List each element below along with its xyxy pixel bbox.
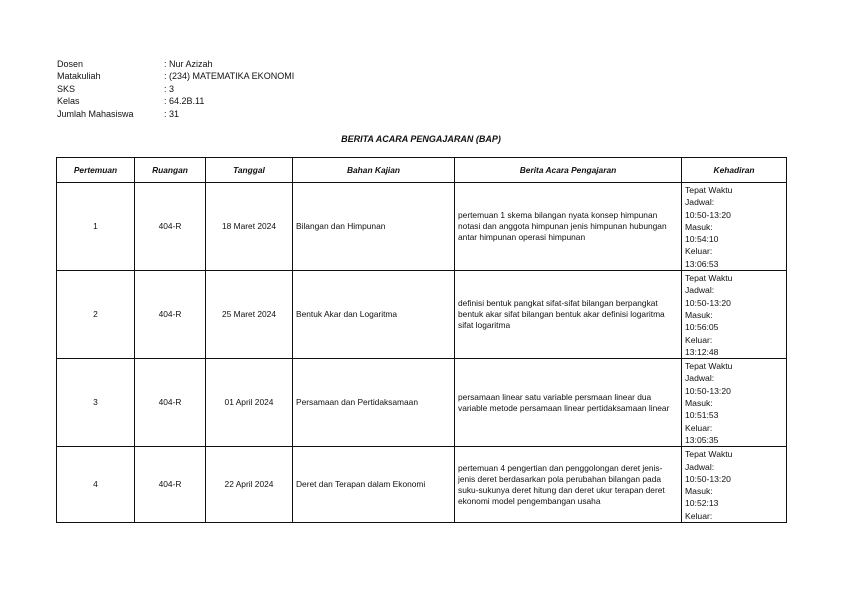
meta-label: Kelas [57,96,80,107]
attendance-schedule: 10:50-13:20 [685,385,731,396]
meta-label: Matakuliah [57,71,101,82]
cell-kehadiran [682,183,787,271]
attendance-in-label: Masuk: [685,221,713,232]
meta-label: SKS [57,83,76,94]
cell-kehadiran [682,359,787,447]
cell-tanggal: 01 April 2024 [206,359,293,447]
cell-tanggal: 25 Maret 2024 [206,271,293,359]
bap-table [56,157,787,523]
attendance-in-time: 10:54:10 [685,234,719,245]
header-pertemuan: Pertemuan [57,158,135,183]
attendance-status: Tepat Waktu [685,185,733,195]
cell-bahan-kajian: Bilangan dan Himpunan [293,183,455,271]
attendance-schedule-label: Jadwal: [685,285,715,296]
table-header-row [57,158,787,183]
cell-tanggal: 22 April 2024 [206,447,293,523]
meta-label: Jumlah Mahasiswa [57,108,134,119]
attendance-in-time: 10:51:53 [685,410,719,421]
table-row [57,271,787,359]
attendance-schedule: 10:50-13:20 [685,209,731,220]
meta-value: : (234) MATEMATIKA EKONOMI [164,71,295,82]
meta-row-jumlah-mahasiswa [57,108,294,120]
cell-ruangan: 404-R [135,359,206,447]
cell-bahan-kajian: Deret dan Terapan dalam Ekonomi [293,447,455,523]
cell-tanggal: 18 Maret 2024 [206,183,293,271]
header-kehadiran: Kehadiran [682,158,787,183]
document-metadata [57,58,294,120]
document-title: BERITA ACARA PENGAJARAN (BAP) [341,134,501,144]
attendance-status: Tepat Waktu [685,449,733,460]
attendance-out-label: Keluar: [685,422,713,433]
attendance-schedule-label: Jadwal: [685,461,715,472]
header-bahan-kajian: Bahan Kajian [293,158,455,183]
cell-kehadiran [682,447,787,523]
header-berita-acara: Berita Acara Pengajaran [455,158,682,183]
cell-berita-acara: pertemuan 4 pengertian dan penggolongan deret jenis-jenis deret berdasarkan pola perubahan bilangan pada suku-sukunya deret hitung dan deret ukur terapan deret ekonomi model pengembangan usaha [455,447,682,523]
cell-pertemuan: 1 [57,183,135,271]
meta-row-kelas [57,95,294,107]
cell-berita-acara: persamaan linear satu variable persmaan linear dua variable metode persamaan linear pertidaksamaan linear [455,359,682,447]
table-row [57,447,787,523]
attendance-out-label: Keluar: [685,246,713,257]
cell-ruangan: 404-R [135,183,206,271]
attendance-in-label: Masuk: [685,398,713,409]
attendance-status: Tepat Waktu [685,273,733,284]
cell-pertemuan: 4 [57,447,135,523]
cell-bahan-kajian: Bentuk Akar dan Logaritma [293,271,455,359]
attendance-in-label: Masuk: [685,309,713,320]
cell-bahan-kajian: Persamaan dan Pertidaksamaan [293,359,455,447]
meta-row-matakuliah [57,70,294,82]
meta-row-dosen [57,58,294,70]
cell-ruangan: 404-R [135,447,206,523]
attendance-out-time: 13:05:35 [685,434,719,445]
attendance-in-time: 10:56:05 [685,322,719,333]
attendance-schedule-label: Jadwal: [685,197,715,208]
cell-berita-acara: pertemuan 1 skema bilangan nyata konsep himpunan notasi dan anggota himpunan jenis himpunan hubungan antar himpunan operasi himpunan [455,183,682,271]
attendance-out-time: 13:06:53 [685,258,719,269]
attendance-schedule: 10:50-13:20 [685,297,731,308]
table-row [57,183,787,271]
table-row [57,359,787,447]
attendance-in-label: Masuk: [685,486,713,497]
attendance-status: Tepat Waktu [685,361,733,372]
cell-kehadiran [682,271,787,359]
cell-ruangan: 404-R [135,271,206,359]
attendance-out-label: Keluar: [685,510,713,521]
cell-pertemuan: 3 [57,359,135,447]
header-tanggal: Tanggal [206,158,293,183]
header-ruangan: Ruangan [135,158,206,183]
attendance-in-time: 10:52:13 [685,498,719,509]
cell-berita-acara: definisi bentuk pangkat sifat-sifat bilangan berpangkat bentuk akar sifat bilangan bentuk akar definisi logaritma sifat logaritma [455,271,682,359]
meta-row-sks [57,83,294,95]
cell-pertemuan: 2 [57,271,135,359]
meta-label: Dosen [57,59,84,69]
attendance-schedule: 10:50-13:20 [685,473,731,484]
attendance-schedule-label: Jadwal: [685,373,715,384]
meta-value: : 31 [164,108,180,119]
attendance-out-time: 13:12:48 [685,346,719,357]
meta-value: : 3 [164,83,175,94]
attendance-clip [685,448,783,521]
meta-value: : Nur Azizah [164,59,213,69]
meta-value: : 64.2B.11 [164,96,205,107]
attendance-out-label: Keluar: [685,334,713,345]
